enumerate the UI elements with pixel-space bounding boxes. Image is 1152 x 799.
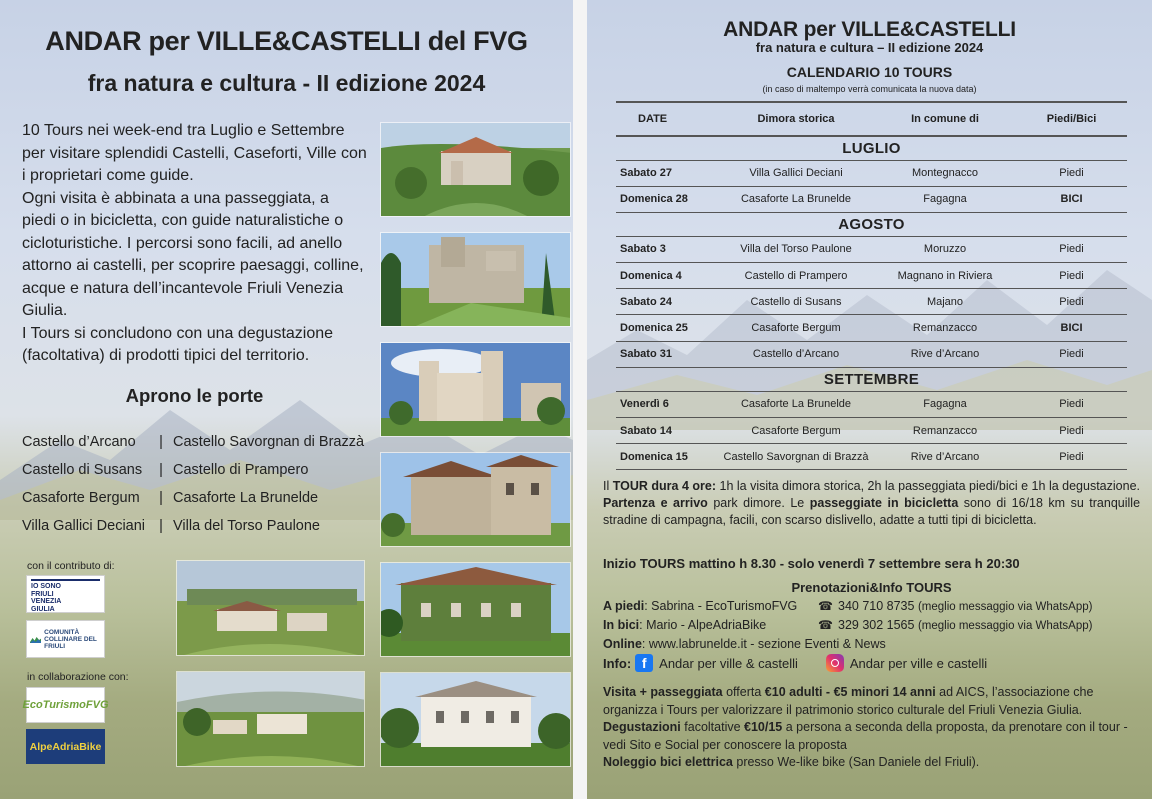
contribution-label: con il contributo di:	[27, 560, 115, 572]
cell-place: Castello Savorgnan di Brazzà	[718, 444, 874, 470]
phone-icon: ☎	[818, 618, 833, 632]
cell-town: Moruzzo	[874, 236, 1016, 262]
castle-photo	[380, 122, 571, 217]
table-row	[616, 289, 1127, 315]
cell-mode: Piedi	[1016, 160, 1127, 186]
castle-name: Castello Savorgnan di Brazzà	[173, 434, 365, 450]
cell-town: Rive d’Arcano	[874, 341, 1016, 367]
castles-heading: Aprono le porte	[125, 385, 264, 406]
cell-place: Castello d’Arcano	[718, 341, 874, 367]
separator: |	[159, 490, 163, 506]
cell-date: Domenica 15	[616, 444, 718, 470]
start-time-text: Inizio TOURS mattino h 8.30 - solo venerdì 7 settembre sera h 20:30	[603, 556, 1020, 571]
intro-paragraph: Ogni visita è abbinata a una passeggiata, a piedi o in bicicletta, con guide naturalistiche o cicloturistiche. I percorsi sono facili, ad anello attorno ai castelli, per scoprire paesaggi, colline, acque e natura dell’incantevole Friuli Venezia Giulia.	[22, 189, 364, 319]
cell-place: Casaforte Bergum	[718, 315, 874, 341]
comunita-collinare-logo	[26, 620, 105, 658]
separator: |	[159, 434, 163, 450]
month-label: SETTEMBRE	[616, 367, 1127, 391]
separator: |	[159, 462, 163, 478]
column-header: DATE	[616, 102, 718, 136]
website-link[interactable]: : www.labrunelde.it - sezione Eventi & News	[641, 637, 886, 651]
column-header: Dimora storica	[718, 102, 874, 136]
castle-name: Villa Gallici Deciani	[22, 518, 146, 534]
cell-mode: Piedi	[1016, 444, 1127, 470]
phone-icon: ☎	[818, 599, 833, 613]
cell-place: Villa Gallici Deciani	[718, 160, 874, 186]
table-row	[616, 263, 1127, 289]
collaboration-label: in collaborazione con:	[27, 671, 129, 683]
table-row	[616, 236, 1127, 262]
cell-place: Casaforte La Brunelde	[718, 186, 874, 212]
phone-note: (meglio messaggio via WhatsApp)	[917, 620, 1093, 632]
contact-walk	[603, 599, 1093, 613]
online-label: Online	[603, 637, 642, 651]
castles-list	[22, 428, 372, 540]
instagram-icon[interactable]	[826, 654, 844, 672]
castle-name: Villa del Torso Paulone	[173, 518, 320, 534]
castle-name: Castello di Prampero	[173, 462, 309, 478]
castle-photo	[380, 232, 571, 327]
cell-mode: Piedi	[1016, 236, 1127, 262]
page-subtitle: fra natura e cultura - II edizione 2024	[87, 70, 486, 96]
cell-mode: Piedi	[1016, 391, 1127, 417]
calendar-note: (in caso di maltempo verrà comunicata la nuova data)	[762, 84, 977, 94]
contact-label: In bici	[603, 618, 640, 632]
cell-date: Venerdì 6	[616, 391, 718, 417]
phone-note: (meglio messaggio via WhatsApp)	[917, 601, 1093, 613]
phone-number[interactable]: 340 710 8735	[838, 599, 915, 613]
cell-date: Sabato 3	[616, 236, 718, 262]
castle-name: Castello d’Arcano	[22, 434, 136, 450]
month-row	[616, 136, 1127, 160]
cell-place: Villa del Torso Paulone	[718, 236, 874, 262]
villa-photo	[176, 560, 365, 656]
cell-date: Sabato 27	[616, 160, 718, 186]
cell-town: Rive d’Arcano	[874, 444, 1016, 470]
logo-text: IO SONO FRIULI VENEZIA GIULIA	[31, 579, 100, 613]
month-row	[616, 212, 1127, 236]
month-row	[616, 367, 1127, 391]
cell-town: Majano	[874, 289, 1016, 315]
table-row	[616, 418, 1127, 444]
castle-name: Casaforte La Brunelde	[173, 490, 319, 506]
cell-place: Castello di Susans	[718, 289, 874, 315]
cell-place: Castello di Prampero	[718, 263, 874, 289]
table-row	[616, 444, 1127, 470]
cell-date: Sabato 14	[616, 418, 718, 444]
castle-row	[22, 456, 372, 484]
intro-paragraph: I Tours si concludono con una degustazione (facoltativa) di prodotti tipici del territorio.	[22, 324, 334, 364]
contact-label: A piedi	[603, 599, 645, 613]
castle-photo	[380, 342, 571, 437]
table-row	[616, 391, 1127, 417]
page-title: ANDAR per VILLE&CASTELLI del FVG	[45, 26, 528, 56]
tours-calendar-table	[616, 101, 1127, 470]
castle-name: Casaforte Bergum	[22, 490, 140, 506]
instagram-page-name[interactable]: Andar per ville e castelli	[849, 655, 988, 671]
ecoturismo-logo: EcoTurismoFVG	[26, 687, 105, 723]
cell-date: Domenica 4	[616, 263, 718, 289]
cell-town: Montegnacco	[874, 160, 1016, 186]
table-row	[616, 341, 1127, 367]
table-row	[616, 160, 1127, 186]
cell-date: Domenica 25	[616, 315, 718, 341]
page-gutter	[573, 0, 587, 799]
cell-mode: BICI	[1016, 315, 1127, 341]
intro-text	[22, 120, 367, 368]
cell-date: Sabato 31	[616, 341, 718, 367]
cell-town: Magnano in Riviera	[874, 263, 1016, 289]
cell-town: Remanzacco	[874, 315, 1016, 341]
cell-town: Remanzacco	[874, 418, 1016, 444]
column-header: Piedi/Bici	[1016, 102, 1127, 136]
cell-mode: Piedi	[1016, 263, 1127, 289]
facebook-icon[interactable]: f	[635, 654, 653, 672]
info-label: Info:	[603, 655, 632, 671]
fvg-region-logo	[26, 575, 105, 613]
cell-date: Sabato 24	[616, 289, 718, 315]
bookings-heading: Prenotazioni&Info TOURS	[791, 580, 952, 595]
castle-row	[22, 428, 372, 456]
online-info	[603, 637, 886, 651]
castle-photo	[380, 672, 571, 767]
month-label: AGOSTO	[616, 212, 1127, 236]
table-row	[616, 186, 1127, 212]
castle-name: Castello di Susans	[22, 462, 143, 478]
castle-row	[22, 484, 372, 512]
cell-mode: BICI	[1016, 186, 1127, 212]
villa-photo	[176, 671, 365, 767]
cell-mode: Piedi	[1016, 289, 1127, 315]
castle-photo	[380, 562, 571, 657]
calendar-page-subtitle: fra natura e cultura – II edizione 2024	[755, 40, 984, 55]
month-label: LUGLIO	[616, 136, 1127, 160]
cell-mode: Piedi	[1016, 418, 1127, 444]
cell-mode: Piedi	[1016, 341, 1127, 367]
tour-info-text: Il TOUR dura 4 ore: 1h la visita dimora storica, 2h la passeggiata piedi/bici e 1h la degustazione. Partenza e arrivo park dimore. Le passeggiate in bicicletta sono di 16/18 km su tranquille stradine di campagna, facili, con scarso dislivello, adatte a tutti tipi di bicicletta.	[603, 479, 1141, 527]
facebook-page-name[interactable]: Andar per ville & castelli	[659, 655, 798, 671]
castle-photo	[380, 452, 571, 547]
social-links	[603, 654, 987, 672]
castle-row	[22, 512, 372, 540]
cell-place: Casaforte Bergum	[718, 418, 874, 444]
pricing-text: Visita + passeggiata offerta €10 adulti - €5 minori 14 anni ad AICS, l’associazione che organizza i Tours per valorizzare il patrimonio storico culturale del Friuli Venezia Giulia. Degustazioni facoltative €10/15 a persona a seconda della proposta, da prenotare con il tour - vedi Sito e Social per conoscere la proposta Noleggio bici elettrica presso We-like bike (San Daniele del Friuli).	[603, 685, 1128, 769]
table-row	[616, 315, 1127, 341]
contact-name: : Mario - AlpeAdriaBike	[639, 618, 767, 632]
contact-name: : Sabrina - EcoTurismoFVG	[644, 599, 798, 613]
alpeadriabike-logo: AlpeAdriaBike	[26, 729, 105, 764]
column-header: In comune di	[874, 102, 1016, 136]
phone-number[interactable]: 329 302 1565	[838, 618, 915, 632]
calendar-body	[616, 136, 1127, 470]
cell-date: Domenica 28	[616, 186, 718, 212]
hills-icon	[30, 631, 41, 647]
cell-town: Fagagna	[874, 186, 1016, 212]
cell-place: Casaforte La Brunelde	[718, 391, 874, 417]
logo-text: COMUNITÀ COLLINARE DEL FRIULI	[44, 628, 97, 650]
separator: |	[159, 518, 163, 534]
table-header-row	[616, 102, 1127, 136]
calendar-page-title: ANDAR per VILLE&CASTELLI	[723, 18, 1016, 41]
contact-bike	[603, 618, 1093, 632]
cell-town: Fagagna	[874, 391, 1016, 417]
calendar-title: CALENDARIO 10 TOURS	[786, 64, 953, 80]
intro-paragraph: 10 Tours nei week-end tra Luglio e Settembre per visitare splendidi Castelli, Caseforti, Ville con i proprietari come guide.	[22, 122, 367, 184]
